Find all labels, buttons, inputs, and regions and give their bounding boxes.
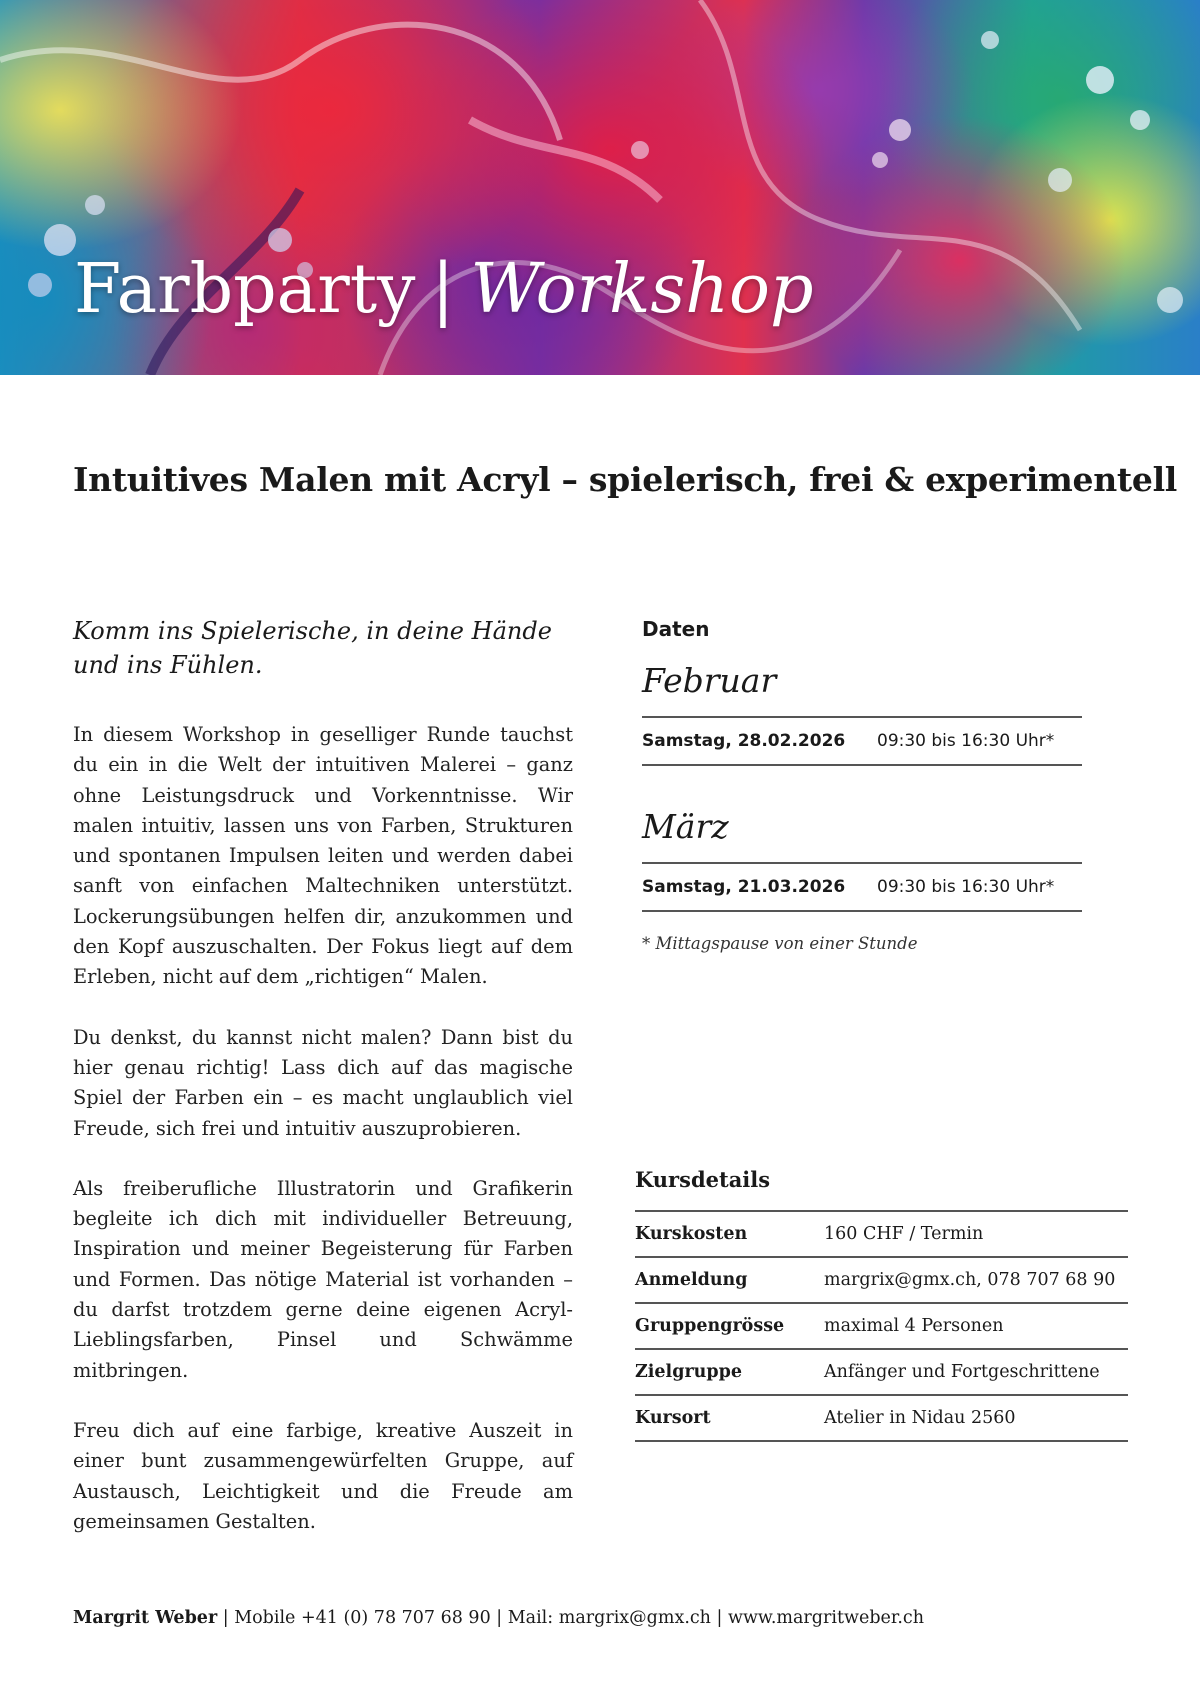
intro-line-1: Komm ins Spielerische, in deine Hände xyxy=(73,617,552,645)
paragraph-3: Als freiberufliche Illustratorin und Grafikerin begleite ich dich mit individueller Betreuung, Inspiration und meiner Begeisterung für Farben und Formen. Das nötige Material ist vorhanden – du darfst trotzdem gerne deine eigenen Acryl-Lieblingsfarben, Pinsel und Schwämme mitbringen. xyxy=(73,1176,573,1382)
date-row-february xyxy=(642,716,1082,766)
course-details-table xyxy=(635,1210,1128,1442)
paragraph-1: In diesem Workshop in geselliger Runde tauchst du ein in die Welt der intuitiven Malerei – ganz ohne Leistungsdruck und Vorkenntnisse. Wir malen intuitiv, lassen uns von Farben, Strukturen und spontanen Impulsen leiten und werden dabei sanft von einfachen Maltechniken unterstützt. Lockerungsübungen helfen dir, anzukommen und den Kopf auszuschalten. Der Fokus liegt auf dem Erleben, nicht auf dem „richtigen“ Malen. xyxy=(73,723,573,989)
table-row xyxy=(635,1257,1128,1303)
table-row xyxy=(635,1303,1128,1349)
detail-key: Kursort xyxy=(635,1408,711,1428)
banner-title-separator: | xyxy=(431,250,455,329)
footer-name: Margrit Weber xyxy=(73,1608,218,1628)
detail-value: Anfänger und Fortgeschrittene xyxy=(824,1362,1100,1382)
paragraph-2: Du denkst, du kannst nicht malen? Dann bist du hier genau richtig! Lass dich auf das magische Spiel der Farben ein – es macht unglaublich viel Freude, sich frei und intuitiv auszuprobieren. xyxy=(73,1025,573,1140)
date-time: 09:30 bis 16:30 Uhr* xyxy=(877,877,1055,897)
paragraph-4: Freu dich auf eine farbige, kreative Auszeit in einer bunt zusammengewürfelten Gruppe, auf Austausch, Leichtigkeit und die Freude am gemeinsamen Gestalten. xyxy=(73,1418,573,1533)
detail-key: Kurskosten xyxy=(635,1224,748,1244)
date-day: Samstag, 21.03.2026 xyxy=(642,877,846,897)
detail-key: Zielgruppe xyxy=(635,1362,742,1382)
footer-contact-details: | Mobile +41 (0) 78 707 68 90 | Mail: margrix@gmx.ch | www.margritweber.ch xyxy=(217,1608,924,1628)
detail-value: Atelier in Nidau 2560 xyxy=(824,1408,1016,1428)
month-february: Februar xyxy=(642,661,777,700)
date-time: 09:30 bis 16:30 Uhr* xyxy=(877,731,1055,751)
detail-value: margrix@gmx.ch, 078 707 68 90 xyxy=(824,1270,1116,1290)
detail-value: 160 CHF / Termin xyxy=(824,1224,984,1244)
dates-heading: Daten xyxy=(642,617,710,641)
banner-title-italic: Workshop xyxy=(470,250,814,329)
date-day: Samstag, 28.02.2026 xyxy=(642,731,846,751)
page-headline: Intuitives Malen mit Acryl – spielerisch, frei & experimentell xyxy=(73,460,1178,499)
course-details-section xyxy=(635,1165,1128,1442)
header-banner xyxy=(0,0,1200,375)
description-column xyxy=(73,614,573,1567)
detail-key: Anmeldung xyxy=(635,1270,748,1290)
footer-contact xyxy=(73,1605,924,1631)
table-row xyxy=(635,1349,1128,1395)
banner-title-main: Farbparty xyxy=(74,250,416,329)
dates-section xyxy=(642,614,1082,956)
lunch-break-note: * Mittagspause von einer Stunde xyxy=(642,934,918,953)
detail-value: maximal 4 Personen xyxy=(824,1316,1004,1336)
table-row xyxy=(635,1211,1128,1257)
table-row xyxy=(635,1395,1128,1441)
date-row-march xyxy=(642,862,1082,912)
banner-title xyxy=(74,250,813,330)
intro-line-2: und ins Fühlen. xyxy=(73,651,263,679)
course-details-heading: Kursdetails xyxy=(635,1167,771,1192)
detail-key: Gruppengrösse xyxy=(635,1316,785,1336)
intro-text xyxy=(73,614,573,682)
month-march: März xyxy=(642,807,729,846)
